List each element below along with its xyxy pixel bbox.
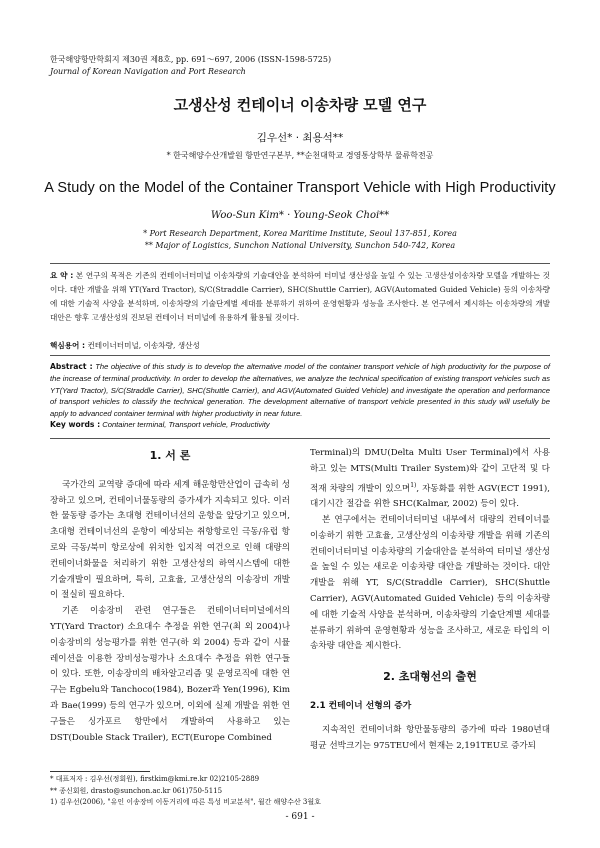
- affiliations-english: [0, 228, 600, 252]
- abstract-english: [50, 361, 550, 420]
- divider-top: [50, 263, 550, 264]
- abstract-korean-text: 본 연구의 목적은 기존의 컨테이너터미널 이송차량의 기술대안을 분석하여 터미널 생산성을 높일 수 있는 고생산성이송차량 모델을 개발하는 것이다. 대안 개발을 위해 YT(Yard Tractor), S/C(Straddle Carrier), SHC(Shuttle Carrier), AGV(Automated Guided Vehicle) 등의 이송차량에 대한 기술적 사양을 분석하며, 이송차량의 기술단계별 세대를 분류하기 위하여 운영현황과 성능을 조사한다. 본 연구에서 제시하는 이송차량의 개발 대안은 향후 고생산성의 진보된 컨테이너 터미널에 유용하게 활용될 것이다.: [50, 271, 550, 322]
- keywords-korean: [50, 340, 550, 351]
- right-column: [310, 446, 550, 754]
- keywords-english-label: Key words :: [50, 420, 101, 429]
- footnote-coauthor: ** 종신회원, drasto@sunchon.ac.kr 061)750-5115: [50, 786, 223, 795]
- abstract-korean: [50, 269, 550, 325]
- footnote-ref-1[interactable]: 1): [410, 481, 417, 489]
- authors-korean: 김우선* · 최용석**: [256, 132, 344, 144]
- affiliation-2: ** Major of Logistics, Sunchon National University, Sunchon 540-742, Korea: [144, 241, 456, 250]
- title-english: A Study on the Model of the Container Transport Vehicle with High Productivity: [44, 180, 556, 196]
- abstract-english-text: The objective of this study is to develop the alternative model of the container transport vehicle of high productivity for the purpose of the increase of terminal productivity. In order to develop the alternatives, we analyze the technical specification of existing transport vehicles such as YT(Yard Tractor), S/C(Straddle Carrier), SHC(Shuttle Carrier), and AGV(Automated Guided Vehicle) and investigate the operation and performance of transport vehicles to classify the technical generation. The development alternative of transport vehicle presented in this study will usefully be apply to advanced container terminal with higher productivity in near future.: [50, 362, 550, 419]
- intro-paragraph-2-continued: [310, 446, 550, 513]
- divider-middle: [50, 355, 550, 356]
- keywords-korean-text: 컨테이너터미널, 이송차량, 생산성: [87, 341, 200, 350]
- section-2-paragraph-1: 지속적인 컨테이너화 항만물동량의 증가에 따라 1980년대 평균 선박크기는 975TEU에서 현재는 2,191TEU로 증가되: [310, 724, 550, 751]
- keywords-english-text: Container terminal, Transport vehicle, Productivity: [102, 420, 270, 429]
- footnote-corresponding-author: * 대표저자 : 김우선(정회원), firstkim@kmi.re.kr 02)2105-2889: [50, 775, 260, 783]
- para-cont-end: , 자동화를 위한 AGV(ECT 1991), 대기시간 절감을 위한 SHC(Kalmar, 2002) 등이 있다.: [310, 483, 550, 510]
- abstract-english-label: Abstract :: [50, 362, 93, 371]
- authors-english: Woo-Sun Kim* · Young-Seok Choi**: [210, 210, 390, 221]
- section-2-title: 2. 초대형선의 출현: [383, 670, 477, 684]
- citation-line: 한국해양항만학회지 제30권 제8호, pp. 691～697, 2006 (ISSN-1598-5725): [50, 55, 332, 64]
- abstract-korean-label: 요 약 :: [50, 271, 74, 280]
- subsection-2-1-title: 2.1 컨테이너 선형의 증가: [310, 701, 412, 712]
- footnotes: [50, 774, 321, 809]
- affiliations-korean: * 한국해양수산개발원 항만연구본부, **순천대학교 경영통상학부 물류학전공: [166, 151, 434, 160]
- left-column: [50, 446, 290, 746]
- keywords-english: [50, 420, 550, 429]
- journal-title: Journal of Korean Navigation and Port Research: [50, 67, 246, 76]
- intro-paragraph-3: 본 연구에서는 컨테이너터미널 내부에서 대량의 컨테이너를 이송하기 위한 고효율, 고생산성의 이송차량 개발을 위해 기존의 컨테이너터미널 이송차량의 기술대안을 분석하여 터미널 생산성을 높일 수 있는 새로운 이송차량 대안을 개발하는 것이다. 대안 개발을 위해 YT, S/C(Straddle Carrier), SHC(Shuttle Carrier), AGV(Automated Guided Vehicle) 등의 이송차량에 대한 기술적 사양을 분석하며, 이송차량의 기술단계별 세대를 분류하기 위하여 운영현황과 성능을 조사하고, 새로운 타입의 이송차량 대안을 제시한다.: [310, 515, 550, 652]
- keywords-korean-label: 핵심용어 :: [50, 341, 86, 350]
- para-cont-text: Terminal)의 DMU(Delta Multi User Terminal)에서 사용하고 있는 MTS(Multi Trailer System)와 같이 고단적 및 다적재 차량의 개발이 있으며: [310, 448, 550, 494]
- section-1-title: 1. 서 론: [149, 449, 191, 462]
- page-number: - 691 -: [285, 812, 315, 822]
- footnote-divider: [50, 771, 150, 772]
- divider-bottom: [50, 438, 550, 439]
- footnote-reference-1: 1) 김우선(2006), "유인 이송장비 이동거리에 따른 특성 비교분석", 월간 해양수산 3월호: [50, 798, 321, 806]
- title-korean: 고생산성 컨테이너 이송차량 모델 연구: [173, 96, 427, 114]
- affiliation-1: * Port Research Department, Korea Maritime Institute, Seoul 137-851, Korea: [143, 229, 457, 238]
- intro-paragraph-1: 국가간의 교역량 증대에 따라 세계 해운항만산업이 급속히 성장하고 있으며, 컨테이너물동량의 증가세가 지속되고 있다. 이러한 물동량 증가는 초대형 컨테이너선의 운항을 앞당기고 있으며, 초대형 컨테이너선의 운항이 예상되는 취항항로인 극동/유럽 항로와 극동/북미 항로상에 위치한 입지적 여건으로 인해 대량의 컨테이너화물을 처리하기 위한 고생산성의 하역시스템에 대한 기술개발이 필요하며, 특히, 고효율, 고생산성의 이송장비 개발이 절실히 필요하다.: [50, 479, 290, 601]
- journal-header: [50, 54, 331, 78]
- intro-paragraph-2: 기존 이송장비 관련 연구들은 컨테이너터미널에서의 YT(Yard Tractor) 소요대수 추정을 위한 연구(최 외 2004)나 이송장비의 성능평가를 위한 연구(하 외 2004) 등과 같이 시뮬레이션을 이용한 장비성능평가나 소요대수 추정을 위한 연구들이 있다. 또한, 이송장비의 배차알고리즘 및 운영로직에 대한 연구는 Egbelu와 Tanchoco(1984), Bozer과 Yen(1996), Kim과 Bae(1999) 등의 연구가 있으며, 이외에 실제 개발을 위한 연구들은 싱가포르 항만에서 개발하여 사용하고 있는 DST(Double Stack Trailer), ECT(Europe Combined: [50, 606, 290, 743]
